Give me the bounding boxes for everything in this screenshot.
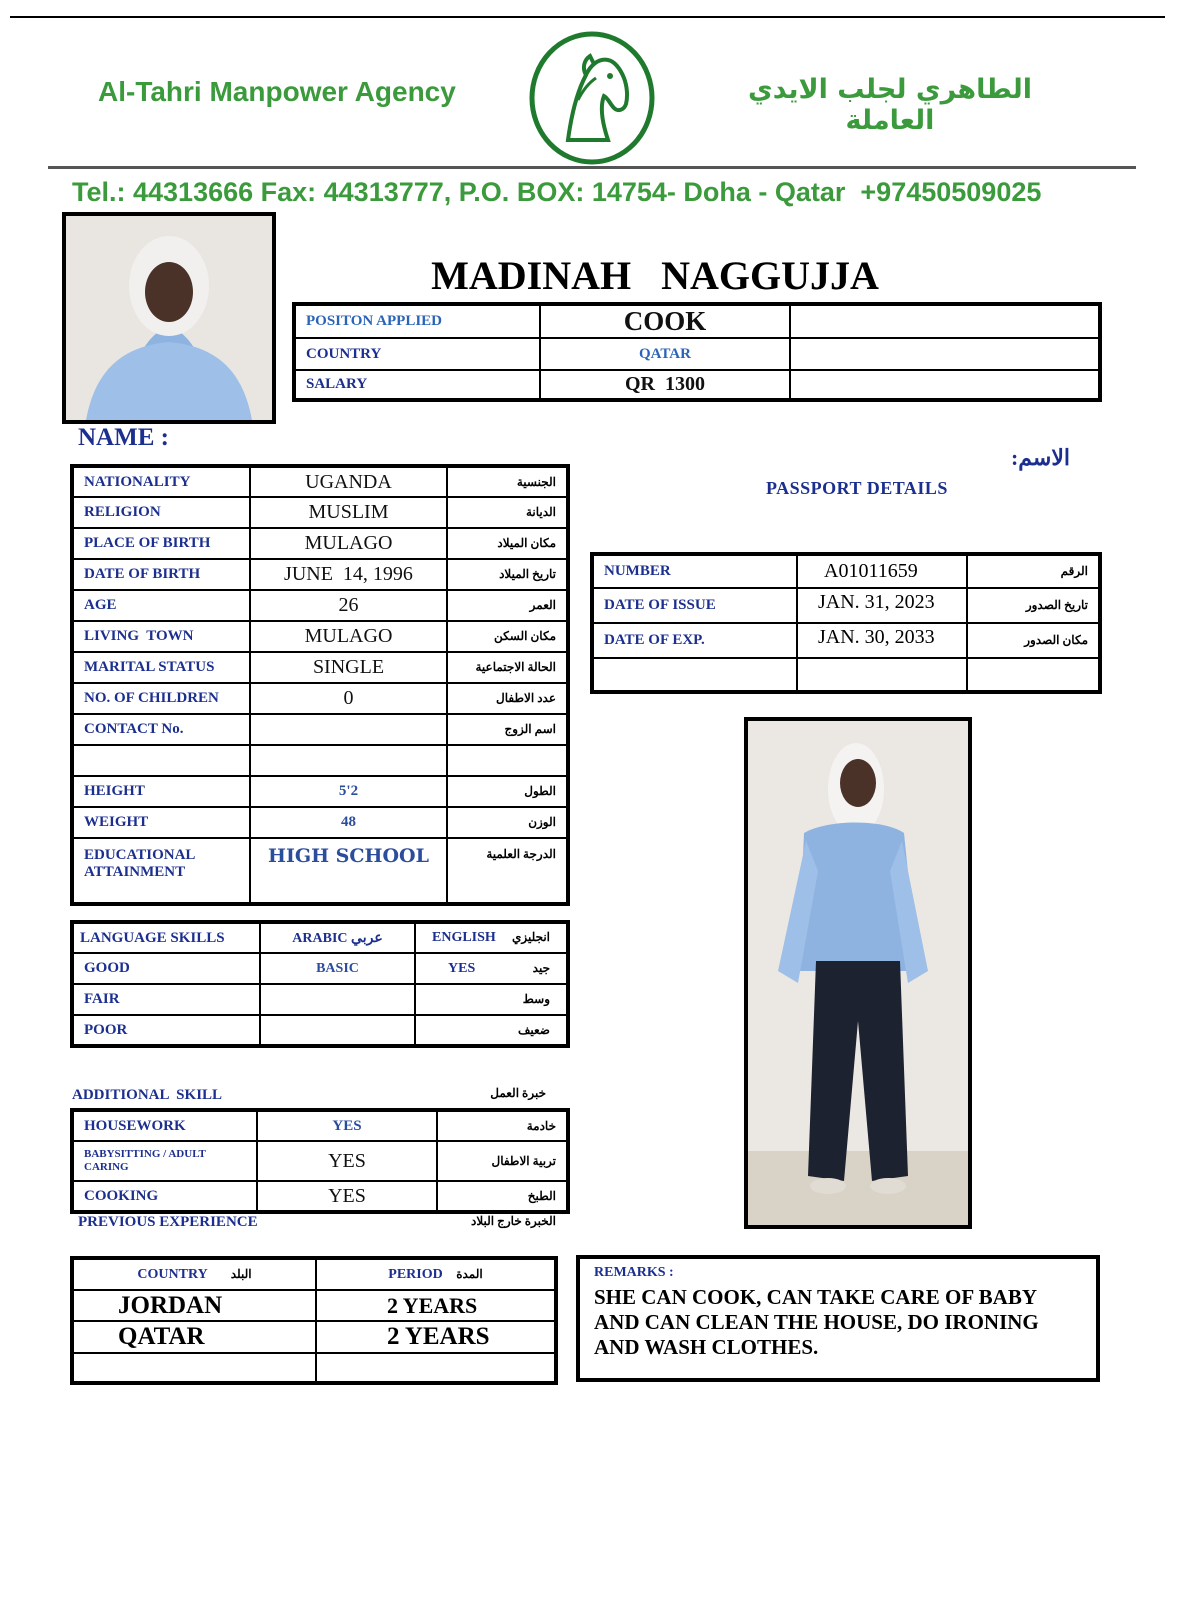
personal-details-table (70, 464, 570, 906)
field-value (250, 745, 447, 776)
field-label-ar: الطول (447, 776, 568, 807)
arabic-level-value (260, 1015, 415, 1046)
application-extra (790, 370, 1100, 400)
english-level-cell (415, 953, 568, 984)
field-label (72, 745, 250, 776)
passport-label: DATE OF EXP. (592, 623, 797, 658)
horse-logo (528, 30, 656, 166)
arabic-level-value: BASIC (260, 953, 415, 984)
application-label: COUNTRY (294, 338, 540, 370)
skill-value: YES (257, 1110, 437, 1141)
experience-country-header (72, 1258, 316, 1290)
field-label: NO. OF CHILDREN (72, 683, 250, 714)
field-label: MARITAL STATUS (72, 652, 250, 683)
field-value: SINGLE (250, 652, 447, 683)
experience-period-header (316, 1258, 556, 1290)
proficiency-level-ar: جيد (532, 960, 550, 975)
field-value: 5'2 (250, 776, 447, 807)
proficiency-level: FAIR (72, 984, 260, 1015)
field-label-ar: الديانة (447, 497, 568, 528)
name-label: NAME : (78, 424, 169, 451)
field-label-ar: العمر (447, 590, 568, 621)
english-label-ar: انجليزي (511, 930, 550, 944)
experience-country (72, 1353, 316, 1383)
english-label-en: ENGLISH (432, 930, 496, 945)
period-header-ar: المدة (456, 1266, 483, 1281)
top-rule (10, 16, 1165, 18)
additional-skill-title-ar: خبرة العمل (490, 1086, 546, 1100)
application-extra (790, 304, 1100, 338)
passport-label-ar: الرقم (967, 554, 1100, 588)
field-label: RELIGION (72, 497, 250, 528)
passport-value: JAN. 31, 2023 (797, 588, 967, 623)
experience-country: QATAR (72, 1321, 316, 1353)
proficiency-level: POOR (72, 1015, 260, 1046)
arabic-level-value (260, 984, 415, 1015)
field-value: MULAGO (250, 528, 447, 559)
agency-name-en: Al-Tahri Manpower Agency (98, 76, 456, 107)
remarks-label: REMARKS : (594, 1265, 674, 1280)
skill-label-ar: الطبخ (437, 1181, 568, 1212)
experience-country: JORDAN (72, 1290, 316, 1321)
field-label-ar: الحالة الاجتماعية (447, 652, 568, 683)
language-skills-label: LANGUAGE SKILLS (72, 922, 260, 953)
field-label-ar: مكان الميلاد (447, 528, 568, 559)
field-label: AGE (72, 590, 250, 621)
proficiency-level-ar: ضعيف (517, 1022, 550, 1037)
english-level-value: YES (448, 960, 476, 976)
field-value (250, 714, 447, 745)
english-column-header (415, 922, 568, 953)
application-label: SALARY (294, 370, 540, 400)
field-label-ar: مكان السكن (447, 621, 568, 652)
field-value: MUSLIM (250, 497, 447, 528)
remarks-box (576, 1255, 1100, 1382)
proficiency-level-ar: وسط (522, 992, 550, 1006)
header-rule (48, 166, 1136, 169)
application-label: POSITON APPLIED (294, 304, 540, 338)
previous-experience-title: PREVIOUS EXPERIENCE (78, 1214, 258, 1230)
field-label: WEIGHT (72, 807, 250, 838)
field-label: EDUCATIONAL ATTAINMENT (72, 838, 250, 904)
passport-value (797, 658, 967, 692)
field-value: JUNE 14, 1996 (250, 559, 447, 590)
passport-label: DATE OF ISSUE (592, 588, 797, 623)
additional-skill-table (70, 1108, 570, 1214)
field-label: PLACE OF BIRTH (72, 528, 250, 559)
field-label: LIVING TOWN (72, 621, 250, 652)
language-skills-table (70, 920, 570, 1048)
country-header-en: COUNTRY (137, 1266, 208, 1282)
field-label-ar (447, 745, 568, 776)
experience-period: 2 YEARS (316, 1321, 556, 1353)
additional-skill-title: ADDITIONAL SKILL (72, 1087, 223, 1103)
passport-table (590, 552, 1102, 694)
field-label-ar: الوزن (447, 807, 568, 838)
field-label-ar: اسم الزوج (447, 714, 568, 745)
skill-label: HOUSEWORK (72, 1110, 257, 1141)
application-value: COOK (540, 304, 790, 338)
passport-details-title: PASSPORT DETAILS (766, 478, 948, 498)
field-value: 0 (250, 683, 447, 714)
agency-contact-line: Tel.: 44313666 Fax: 44313777, P.O. BOX: 14754- Doha - Qatar +97450509025 (72, 177, 1042, 207)
passport-label: NUMBER (592, 554, 797, 588)
field-label-ar: الجنسية (447, 466, 568, 497)
portrait-photo (62, 212, 276, 424)
field-value: MULAGO (250, 621, 447, 652)
field-label: DATE OF BIRTH (72, 559, 250, 590)
field-label-ar: الدرجة العلمية (447, 838, 568, 904)
field-label: NATIONALITY (72, 466, 250, 497)
candidate-full-name: MADINAH NAGGUJJA (431, 253, 879, 298)
field-label-ar: تاريخ الميلاد (447, 559, 568, 590)
passport-label-ar: مكان الصدور (967, 623, 1100, 658)
skill-label-ar: تربية الاطفال (437, 1141, 568, 1181)
skill-value: YES (257, 1181, 437, 1212)
period-header-en: PERIOD (388, 1266, 443, 1282)
country-header-ar: البلد (230, 1266, 252, 1281)
english-level-cell (415, 1015, 568, 1046)
skill-label: COOKING (72, 1181, 257, 1212)
experience-period: 2 YEARS (316, 1290, 556, 1321)
full-body-photo (744, 717, 972, 1229)
field-label: CONTACT No. (72, 714, 250, 745)
experience-period (316, 1353, 556, 1383)
name-label-ar: الاسم: (1010, 445, 1070, 470)
skill-label-ar: خادمة (437, 1110, 568, 1141)
passport-label (592, 658, 797, 692)
skill-label: BABYSITTING / ADULT CARING (72, 1141, 257, 1181)
field-label: HEIGHT (72, 776, 250, 807)
application-value: QATAR (540, 338, 790, 370)
previous-experience-table (70, 1256, 558, 1385)
english-level-cell (415, 984, 568, 1015)
agency-name-ar: الطاهري لجلب الايدي العاملة (748, 74, 1032, 136)
previous-experience-title-ar: الخبرة خارج البلاد (471, 1214, 556, 1228)
field-value: 48 (250, 807, 447, 838)
passport-value: JAN. 30, 2033 (797, 623, 967, 658)
application-extra (790, 338, 1100, 370)
application-value: QR 1300 (540, 370, 790, 400)
remarks-text: SHE CAN COOK, CAN TAKE CARE OF BABY AND CAN CLEAN THE HOUSE, DO IRONING AND WASH CLOTHES. (594, 1285, 1039, 1359)
passport-label-ar: تاريخ الصدور (967, 588, 1100, 623)
skill-value: YES (257, 1141, 437, 1181)
field-value: 26 (250, 590, 447, 621)
application-table (292, 302, 1102, 402)
field-value: HIGH SCHOOL (250, 838, 447, 904)
arabic-column-header: ARABIC عربي (260, 922, 415, 953)
field-value: UGANDA (250, 466, 447, 497)
field-label-ar: عدد الاطفال (447, 683, 568, 714)
passport-label-ar (967, 658, 1100, 692)
proficiency-level: GOOD (72, 953, 260, 984)
passport-value: A01011659 (797, 554, 967, 588)
